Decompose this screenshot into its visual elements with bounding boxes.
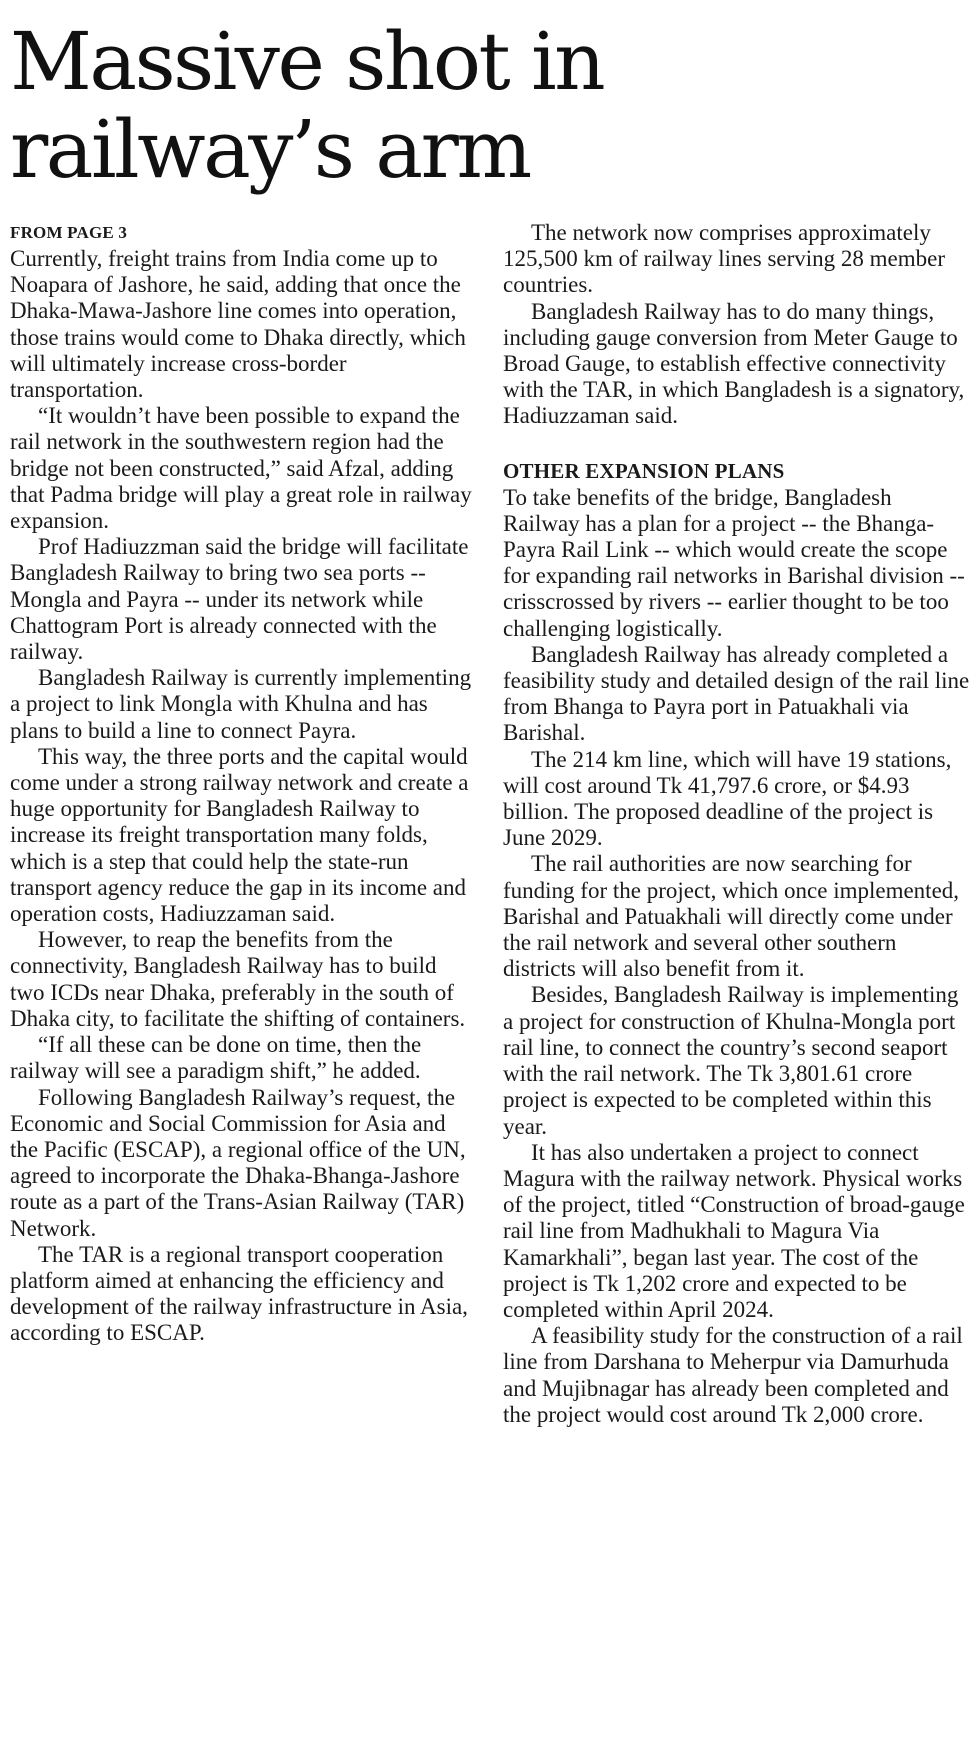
paragraph: “It wouldn’t have been possible to expand the rail network in the southwestern region had the bridge not been constructed,” said Afzal, adding that Padma bridge will play a great role in railway expansion. xyxy=(10,403,472,534)
paragraph: The 214 km line, which will have 19 stations, will cost around Tk 41,797.6 crore, or $4.93 billion. The proposed deadline of the project is June 2029. xyxy=(503,746,952,851)
paragraph: A feasibility study for the construction of a rail line from Darshana to Meherpur via Damurhuda and Mujibnagar has already been completed and the project would cost around Tk 2,000 crore. xyxy=(503,1323,963,1427)
paragraph: Following Bangladesh Railway’s request, the Economic and Social Commission for Asia and the Pacific (ESCAP), a regional office of the UN, agreed to incorporate the Dhaka-Bhanga-Jashore route as a part of the Trans-Asian Railway (TAR) Network. xyxy=(10,1084,466,1241)
article-column-left xyxy=(10,222,475,1347)
paragraph: Currently, freight trains from India come up to Noapara of Jashore, he said, adding that once the Dhaka-Mawa-Jashore line comes into operation, those trains would come to Dhaka directly, which will ultimately increase cross-border transportation. xyxy=(10,246,466,403)
paragraph: Prof Hadiuzzman said the bridge will facilitate Bangladesh Railway to bring two sea ports -- Mongla and Payra -- under its network while Chattogram Port is already connected with the railway. xyxy=(10,534,469,665)
paragraph: The TAR is a regional transport cooperation platform aimed at enhancing the efficiency and development of the railway infrastructure in Asia, according to ESCAP. xyxy=(10,1241,468,1346)
section-subhead: OTHER EXPANSION PLANS xyxy=(503,458,785,483)
article-headline: Massive shot in railway’s arm xyxy=(10,15,604,196)
paragraph: To take benefits of the bridge, Bangladesh Railway has a plan for a project -- the Bhanga-Payra Rail Link -- which would create the scope for expanding rail networks in Barishal division -- crisscrossed by rivers -- earlier thought to be too challenging logistically. xyxy=(503,484,965,641)
paragraph: “If all these can be done on time, then the railway will see a paradigm shift,” he added. xyxy=(10,1032,422,1084)
paragraph: Bangladesh Railway has already completed a feasibility study and detailed design of the rail line from Bhanga to Payra port in Patuakhali via Barishal. xyxy=(503,641,970,746)
paragraph: The network now comprises approximately 125,500 km of railway lines serving 28 member countries. xyxy=(503,220,946,298)
paragraph: It has also undertaken a project to connect Magura with the railway network. Physical works of the project, titled “Construction of broad-gauge rail line from Madhukhali to Magura Via Kamarkhali”, began last year. The cost of the project is Tk 1,202 crore and expected to be completed within April 2024. xyxy=(503,1139,965,1322)
continuation-kicker: FROM PAGE 3 xyxy=(10,223,128,242)
paragraph: Bangladesh Railway is currently implementing a project to link Mongla with Khulna and has plans to build a line to connect Payra. xyxy=(10,665,472,743)
paragraph: Besides, Bangladesh Railway is implementing a project for construction of Khulna-Mongla port rail line, to connect the country’s second seaport with the rail network. The Tk 3,801.61 crore project is expected to be completed within this year. xyxy=(503,982,959,1139)
paragraph: Bangladesh Railway has to do many things, including gauge conversion from Meter Gauge to Broad Gauge, to establish effective connectivity with the TAR, in which Bangladesh is a signatory, Hadiuzzaman said. xyxy=(503,298,965,429)
paragraph: The rail authorities are now searching for funding for the project, which once implemented, Barishal and Patuakhali will directly come under the rail network and several other southern districts will also benefit from it. xyxy=(503,851,960,982)
paragraph: This way, the three ports and the capital would come under a strong railway network and create a huge opportunity for Bangladesh Railway to increase its freight transportation many folds, which is a step that could help the state-run transport agency reduce the gap in its income and operation costs, Hadiuzzaman said. xyxy=(10,743,469,927)
article-column-right xyxy=(503,220,973,1428)
paragraph: However, to reap the benefits from the connectivity, Bangladesh Railway has to build two ICDs near Dhaka, preferably in the south of Dhaka city, to facilitate the shifting of containers. xyxy=(10,927,466,1031)
